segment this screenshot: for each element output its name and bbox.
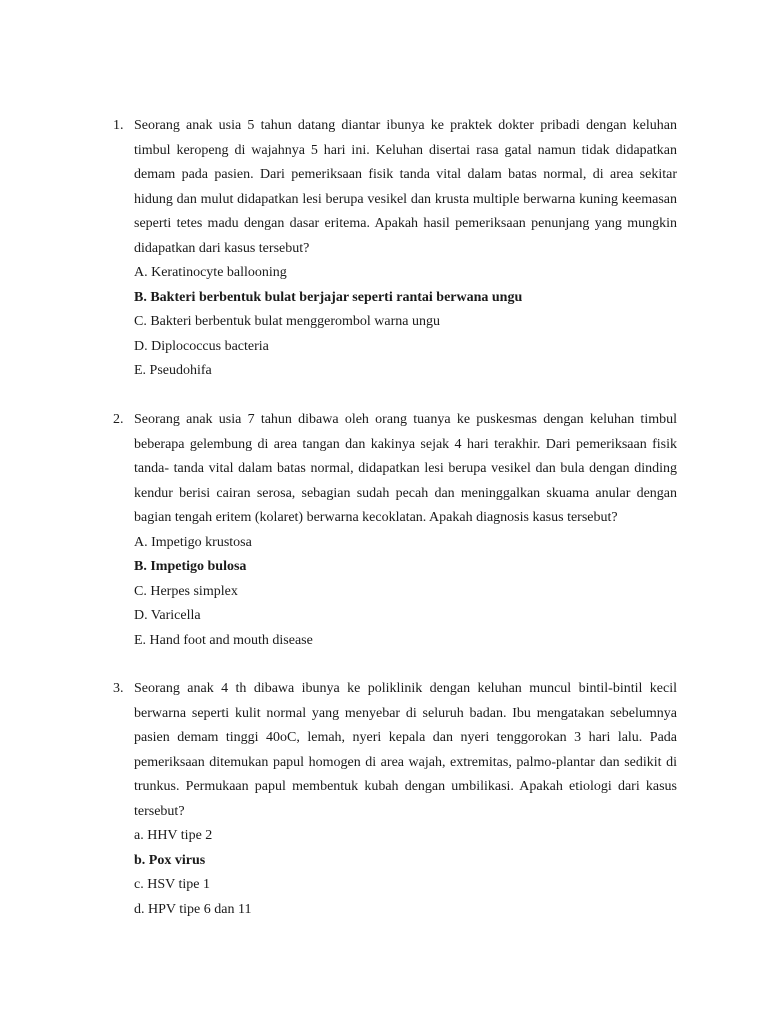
option-a: a. HHV tipe 2 — [134, 828, 213, 843]
answer-options — [134, 824, 677, 922]
question-body — [134, 408, 677, 653]
option-d: D. Varicella — [134, 608, 201, 623]
option-e: E. Hand foot and mouth disease — [134, 632, 313, 648]
option-b-correct: B. Bakteri berbentuk bulat berjajar seperti rantai berwana ungu — [134, 289, 523, 305]
question-text: Seorang anak usia 7 tahun dibawa oleh orang tuanya ke puskesmas dengan keluhan timbul beberapa gelembung di area tangan dan kakinya sejak 4 hari terakhir. Dari pemeriksaan fisik tanda- tanda vital dalam batas normal, didapatkan lesi berupa vesikel dan bula dengan dinding kendur berisi cairan serosa, sebagian sudah pecah dan meninggalkan skuama anular dengan bagian tengah eritem (kolaret) berwarna kecoklatan. Apakah diagnosis kasus tersebut? — [134, 412, 677, 525]
option-b-correct: B. Impetigo bulosa — [134, 559, 247, 574]
answer-options — [134, 531, 677, 654]
option-c: c. HSV tipe 1 — [134, 877, 210, 892]
question-number: 3. — [113, 681, 124, 696]
option-b-correct: b. Pox virus — [134, 852, 206, 868]
question-body — [134, 677, 677, 922]
option-e: E. Pseudohifa — [134, 363, 212, 378]
question-text: Seorang anak usia 5 tahun datang diantar ibunya ke praktek dokter pribadi dengan keluhan timbul keropeng di wajahnya 5 hari ini. Keluhan disertai rasa gatal namun tidak didapatkan demam pada pasien. Dari pemeriksaan fisik tanda vital dalam batas normal, di area sekitar hidung dan mulut didapatkan lesi berupa vesikel dan krusta multiple berwarna kuning keemasan seperti tetes madu dengan dasar eritema. Apakah hasil pemeriksaan penunjang yang mungkin didapatkan dari kasus tersebut? — [134, 118, 677, 256]
option-d: D. Diplococcus bacteria — [134, 338, 269, 354]
question-text: Seorang anak 4 th dibawa ibunya ke poliklinik dengan keluhan muncul bintil-bintil kecil berwarna seperti kulit normal yang menyebar di seluruh badan. Ibu mengatakan sebelumnya pasien demam tinggi 40oC, lemah, nyeri kepala dan nyeri tenggorokan 3 hari lalu. Pada pemeriksaan ditemukan papul homogen di area wajah, extremitas, palmo-plantar dan sedikit di trunkus. Permukaan papul membentuk kubah dengan umbilikasi. Apakah etiologi dari kasus tersebut? — [134, 681, 677, 819]
question-number: 2. — [113, 412, 124, 427]
option-a: A. Impetigo krustosa — [134, 534, 252, 550]
question-body — [134, 114, 677, 384]
option-c: C. Herpes simplex — [134, 583, 238, 599]
answer-options — [134, 261, 677, 384]
question-number: 1. — [113, 118, 124, 133]
option-d: d. HPV tipe 6 dan 11 — [134, 901, 252, 917]
option-c: C. Bakteri berbentuk bulat menggerombol warna ungu — [134, 314, 440, 329]
option-a: A. Keratinocyte ballooning — [134, 265, 287, 280]
